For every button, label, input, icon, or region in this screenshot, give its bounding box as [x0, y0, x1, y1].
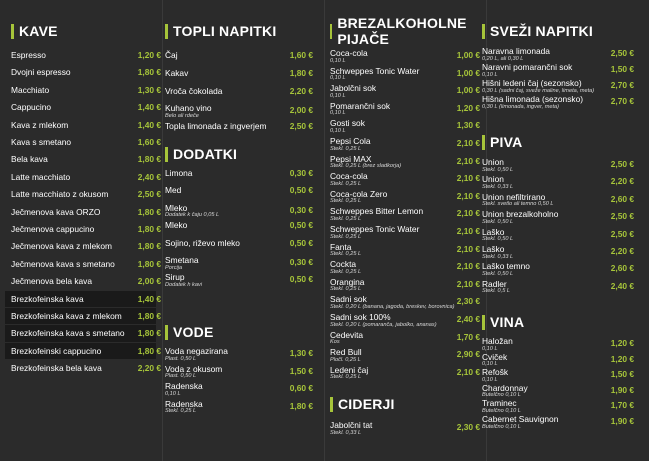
item-price: 1,60 €: [289, 50, 313, 60]
item-note: Stekl. 0,25 L: [330, 145, 362, 152]
item-price: 2,40 €: [610, 280, 634, 291]
menu-item: [330, 242, 480, 260]
item-name: Limona: [165, 168, 193, 178]
item-note: Stekl. 0,5 L: [482, 288, 510, 295]
menu-item: [330, 420, 480, 438]
menu-item: [482, 192, 634, 209]
menu-item: [165, 399, 313, 417]
item-price: 0,30 €: [289, 168, 313, 178]
column-divider: [162, 0, 163, 461]
item-note: Belo ali rdeče: [165, 112, 199, 119]
menu-item: [330, 365, 480, 383]
section-heading-kave: [11, 17, 161, 45]
item-note: 0,10 L: [482, 345, 498, 352]
item-name: Brezkofeinska kava: [11, 293, 84, 304]
item-name: Dvojni espresso: [11, 67, 71, 78]
menu-item: [330, 171, 480, 189]
menu-item: [165, 364, 313, 382]
item-note: Stekl. 0,20 L (banana, jagoda, breskev, borovnica): [330, 303, 455, 310]
item-price: 2,10 €: [456, 173, 480, 184]
menu-item: [482, 244, 634, 261]
item-price: 1,80 €: [137, 224, 161, 234]
heading-accent-bar: [165, 325, 168, 340]
menu-item: [11, 154, 161, 171]
item-name: Cockta: [330, 259, 357, 270]
item-note: 0,10 L: [330, 75, 346, 82]
item-name: Orangina: [330, 276, 365, 287]
item-price: 2,60 €: [610, 193, 634, 204]
item-price: 1,00 €: [456, 85, 480, 96]
item-name: Sojino, riževo mleko: [165, 237, 240, 248]
item-price: 2,50 €: [137, 189, 161, 200]
item-note: 0,30 L (sadni čaj, sveže maline, limeta, meta): [482, 87, 595, 94]
menu-item: [11, 67, 161, 84]
item-name: Red Bull: [330, 347, 362, 358]
item-name: Cappucino: [11, 102, 52, 113]
item-name: Coca-cola Zero: [330, 188, 388, 199]
menu-item: [11, 172, 161, 189]
item-note: Butelčno 0,10 L: [482, 407, 521, 414]
item-price: 2,50 €: [610, 211, 634, 222]
item-note: Dodatek k čaju 0,05 L: [165, 212, 220, 219]
menu-item: [11, 224, 161, 241]
item-price: 1,80 €: [137, 328, 161, 339]
item-name: Laško: [482, 226, 505, 237]
item-price: 1,40 €: [137, 102, 161, 113]
item-price: 1,80 €: [289, 67, 313, 78]
menu-item: [165, 168, 313, 185]
menu-item: [330, 118, 480, 136]
item-note: 0,10 L: [482, 71, 498, 78]
item-note: Stekl. 0,25 L: [330, 374, 362, 381]
item-price: 2,50 €: [610, 228, 634, 239]
menu-item: [11, 102, 161, 119]
section-heading-piva: [482, 128, 634, 156]
item-note: Stekl. 0,25 L: [330, 251, 362, 258]
menu-item: [482, 62, 634, 78]
item-note: Pločl. 0,25 L: [330, 356, 361, 363]
item-price: 1,80 €: [137, 241, 161, 252]
item-note: Porcija: [165, 264, 183, 271]
item-name: Kava z mlekom: [11, 119, 69, 130]
item-price: 0,30 €: [289, 204, 313, 215]
item-price: 1,30 €: [137, 84, 161, 95]
item-name: Radenska: [165, 381, 203, 391]
item-price: 2,00 €: [137, 276, 161, 287]
heading-accent-bar: [165, 147, 168, 162]
item-price: 2,00 €: [289, 105, 313, 116]
item-name: Ječmenova kava ORZO: [11, 206, 101, 217]
item-price: 1,70 €: [456, 331, 480, 342]
menu-item: [165, 121, 313, 139]
menu-item: [11, 85, 161, 102]
item-price: 2,40 €: [456, 314, 480, 324]
item-name: Pepsi Cola: [330, 136, 371, 146]
item-note: Stekl. 0,50 L: [482, 218, 514, 225]
heading-accent-bar: [482, 135, 485, 150]
menu-item: [11, 189, 161, 206]
section-heading-vode: [165, 318, 313, 346]
item-price: 1,00 €: [456, 50, 480, 60]
item-name: Schweppes Bitter Lemon: [330, 206, 424, 217]
item-name: Topla limonada z ingverjem: [165, 121, 267, 132]
menu-item: [165, 381, 313, 399]
item-name: Čaj: [165, 50, 178, 60]
item-name: Refošk: [482, 367, 509, 378]
menu-item: [330, 224, 480, 242]
menu-item: [482, 157, 634, 174]
item-name: Naravna limonada: [482, 46, 550, 56]
heading-accent-bar: [165, 24, 168, 39]
item-price: 2,10 €: [456, 243, 480, 254]
item-name: Sadni sok 100%: [330, 312, 391, 322]
item-name: Mleko: [165, 202, 188, 213]
item-name: Union nefiltrirano: [482, 191, 546, 202]
item-note: Stekl. 0,20 L (pomaranča, jabolko, ananas): [330, 321, 437, 328]
item-note: Stekl. 0,25 L (brez sladkorja): [330, 163, 402, 170]
item-name: Ledeni čaj: [330, 364, 369, 375]
menu-item: [165, 68, 313, 86]
item-price: 2,30 €: [456, 296, 480, 307]
menu-item: [330, 312, 480, 330]
item-price: 1,90 €: [610, 384, 634, 395]
item-name: Macchiato: [11, 84, 50, 95]
item-note: 0,10 L: [330, 57, 346, 64]
menu-item: [165, 238, 313, 255]
item-name: Brezkofeinski cappucino: [11, 345, 102, 356]
item-note: 0,10 L: [330, 127, 346, 134]
menu-item: [482, 209, 634, 226]
item-name: Coca-cola: [330, 171, 368, 182]
item-price: 1,50 €: [610, 369, 634, 380]
item-price: 1,70 €: [610, 400, 634, 411]
item-price: 2,20 €: [610, 246, 634, 256]
menu-item: [11, 137, 161, 154]
item-note: 0,10 L: [482, 361, 498, 368]
item-price: 2,50 €: [289, 121, 313, 132]
menu-item: [165, 50, 313, 68]
menu-item: [165, 272, 313, 289]
item-note: Stekl. 0,50 L: [482, 166, 514, 173]
menu-item: [11, 120, 161, 137]
menu-item: [482, 414, 634, 430]
item-price: 1,80 €: [137, 258, 161, 269]
section-heading-svezi-napitki: [482, 17, 634, 45]
item-note: Butelčno 0,10 L: [482, 392, 521, 399]
item-price: 2,20 €: [289, 85, 313, 96]
item-price: 1,80 €: [137, 206, 161, 217]
item-name: Ječmenova bela kava: [11, 276, 93, 287]
section-heading-dodatki: [165, 140, 313, 168]
item-name: Brezkofeinska kava z mlekom: [11, 311, 122, 321]
item-price: 1,80 €: [137, 345, 161, 356]
menu-item: [165, 203, 313, 220]
heading-accent-bar: [11, 24, 14, 39]
item-note: Stekl. svetlo ali temno 0,50 L: [482, 201, 554, 208]
item-price: 2,70 €: [610, 80, 634, 90]
menu-item: [482, 383, 634, 399]
item-name: Pepsi MAX: [330, 153, 372, 164]
item-name: Voda negazirana: [165, 346, 228, 356]
section-title: SVEŽI NAPITKI: [490, 23, 593, 39]
item-name: Mleko: [165, 220, 188, 231]
item-name: Radenska: [165, 398, 203, 409]
menu-item: [482, 352, 634, 368]
item-price: 2,20 €: [610, 176, 634, 187]
menu-item: [482, 78, 634, 94]
item-price: 1,50 €: [289, 365, 313, 376]
item-name: Latte macchiato: [11, 171, 71, 182]
item-price: 2,10 €: [456, 190, 480, 201]
item-note: 0,20 L, ali 0,30 L: [482, 55, 524, 62]
item-price: 1,80 €: [137, 67, 161, 78]
item-name: Laško temno: [482, 261, 530, 272]
section-title: KAVE: [19, 23, 58, 39]
item-name: Hišni ledeni čaj (sezonsko): [482, 78, 582, 88]
menu-item: [330, 347, 480, 365]
item-name: Union brezalkoholno: [482, 209, 559, 220]
item-note: Stekl. 0,25 L: [330, 286, 362, 293]
item-note: Stekl. 0,25 L: [330, 233, 362, 240]
item-price: 0,30 €: [289, 257, 313, 267]
item-price: 1,30 €: [456, 120, 480, 131]
item-price: 2,10 €: [456, 261, 480, 272]
item-name: Voda z okusom: [165, 363, 223, 374]
menu-item: [330, 66, 480, 84]
item-price: 2,10 €: [456, 278, 480, 289]
section-heading-vina: [482, 308, 634, 336]
menu-item: [330, 259, 480, 277]
item-name: Kuhano vino: [165, 103, 212, 114]
item-note: Stekl. 0,50 L: [482, 270, 514, 277]
item-note: Stekl. 0,25 L: [165, 408, 197, 414]
heading-accent-bar: [482, 315, 485, 330]
item-note: 0,10 L: [330, 110, 346, 117]
item-note: Stekl. 0,33 L: [330, 429, 362, 436]
item-price: 0,50 €: [289, 274, 313, 285]
item-price: 2,30 €: [456, 422, 480, 432]
item-price: 2,50 €: [610, 48, 634, 58]
item-price: 2,10 €: [456, 208, 480, 219]
menu-item: [330, 154, 480, 172]
item-price: 2,10 €: [456, 226, 480, 236]
item-name: Radler: [482, 278, 507, 289]
item-price: 1,80 €: [137, 311, 161, 321]
menu-item: [330, 330, 480, 348]
section-title: CIDERJI: [338, 396, 395, 412]
item-name: Sadni sok: [330, 294, 367, 305]
item-price: 1,00 €: [456, 67, 480, 78]
item-name: Bela kava: [11, 154, 48, 165]
menu-item: [165, 185, 313, 202]
item-name: Union: [482, 157, 504, 167]
item-name: Laško: [482, 244, 505, 254]
item-price: 2,90 €: [456, 349, 480, 360]
menu-item: [330, 206, 480, 224]
item-note: Butelčno 0,10 L: [482, 423, 521, 430]
item-price: 0,60 €: [289, 383, 313, 393]
heading-accent-bar: [330, 24, 332, 39]
menu-item: [482, 398, 634, 414]
menu-item: [482, 174, 634, 191]
item-price: 2,10 €: [456, 138, 480, 148]
item-note: 0,10 L: [482, 376, 498, 383]
item-price: 0,50 €: [289, 220, 313, 231]
menu-item: [482, 94, 634, 110]
item-name: Smetana: [165, 255, 199, 265]
item-price: 2,60 €: [610, 263, 634, 274]
item-price: 1,80 €: [289, 400, 313, 411]
section-title: TOPLI NAPITKI: [173, 23, 277, 39]
section-heading-ciderji: [330, 390, 480, 418]
item-note: 0,10 L: [330, 92, 346, 99]
item-name: Schweppes Tonic Water: [330, 65, 420, 76]
item-price: 1,80 €: [137, 154, 161, 165]
item-note: 0,10 L: [165, 390, 181, 397]
item-name: Brezkofeinska kava s smetano: [11, 328, 125, 339]
menu-item: [482, 261, 634, 278]
item-price: 1,20 €: [137, 50, 161, 60]
menu-item: [330, 48, 480, 66]
item-note: Plast. 0,50 L: [165, 355, 197, 362]
item-name: Cabernet Sauvignon: [482, 414, 559, 424]
menu-item: [11, 207, 161, 224]
section-title: VODE: [173, 324, 214, 340]
item-name: Kakav: [165, 67, 189, 78]
item-price: 0,50 €: [289, 185, 313, 196]
menu-item: [482, 367, 634, 383]
item-name: Naravni pomarančni sok: [482, 62, 573, 72]
menu-item: [11, 259, 161, 276]
menu-item: [482, 46, 634, 62]
menu-item: [482, 336, 634, 352]
section-title: VINA: [490, 314, 525, 330]
menu-item: [330, 294, 480, 312]
item-name: Coca-cola: [330, 48, 368, 58]
item-note: Stekl. 0,33 L: [482, 183, 514, 190]
item-name: Traminec: [482, 398, 517, 409]
menu-item: [330, 277, 480, 295]
menu-item: [11, 346, 161, 363]
item-note: Stekl. 0,50 L: [482, 236, 514, 243]
menu-item: [11, 241, 161, 258]
item-name: Cviček: [482, 351, 508, 362]
menu-item: [165, 86, 313, 104]
column-divider: [324, 0, 325, 461]
item-name: Hišna limonada (sezonsko): [482, 94, 584, 104]
item-price: 1,20 €: [610, 353, 634, 364]
item-name: Kava s smetano: [11, 137, 72, 147]
menu-item: [165, 346, 313, 364]
menu-item: [330, 136, 480, 154]
item-name: Sirup: [165, 272, 185, 283]
item-note: Dodatek h kavi: [165, 281, 203, 288]
item-name: Brezkofeinska bela kava: [11, 363, 102, 374]
menu-item: [11, 50, 161, 67]
item-price: 1,40 €: [137, 293, 161, 304]
item-price: 2,10 €: [456, 155, 480, 166]
section-title: PIVA: [490, 134, 523, 150]
menu-item: [11, 363, 161, 380]
item-price: 0,50 €: [289, 237, 313, 248]
item-name: Union: [482, 174, 504, 185]
section-title: DODATKI: [173, 146, 238, 162]
menu-item: [330, 189, 480, 207]
item-price: 2,50 €: [610, 159, 634, 169]
item-price: 1,50 €: [610, 64, 634, 74]
item-name: Pomarančni sok: [330, 100, 391, 111]
menu-item: [165, 103, 313, 121]
item-note: Stekl. 0,25 L: [330, 268, 362, 275]
item-name: Med: [165, 185, 182, 196]
item-name: Gosti sok: [330, 118, 365, 129]
item-note: Kos: [330, 339, 340, 346]
item-name: Espresso: [11, 50, 46, 60]
item-name: Fanta: [330, 241, 352, 252]
item-name: Chardonnay: [482, 382, 528, 393]
item-name: Ječmenova kava z mlekom: [11, 241, 113, 252]
menu-item: [482, 279, 634, 296]
item-note: Stekl. 0,25 L: [330, 198, 362, 205]
item-name: Vroča čokolada: [165, 85, 223, 96]
section-title: BREZALKOHOLNE PIJAČE: [337, 15, 467, 47]
menu-item: [330, 101, 480, 119]
item-name: Cedevita: [330, 329, 364, 340]
item-price: 1,60 €: [137, 137, 161, 147]
heading-accent-bar: [330, 397, 333, 412]
item-name: Latte macchiato z okusom: [11, 189, 109, 200]
item-price: 1,20 €: [456, 102, 480, 113]
item-price: 2,20 €: [137, 363, 161, 374]
item-name: Jabolčni tat: [330, 420, 373, 430]
section-heading-topli-napitki: [165, 17, 313, 45]
item-price: 1,40 €: [137, 119, 161, 130]
menu-item: [165, 220, 313, 237]
item-name: Schweppes Tonic Water: [330, 224, 420, 234]
menu-item: [482, 227, 634, 244]
item-price: 2,10 €: [456, 366, 480, 377]
item-price: 2,70 €: [610, 96, 634, 106]
section-heading-brezalkoholne-pijace: [330, 17, 480, 45]
item-price: 2,40 €: [137, 171, 161, 182]
item-note: Stekl. 0,25 L: [330, 180, 362, 187]
item-note: Plast. 0,50 L: [165, 373, 197, 379]
item-name: Haložan: [482, 336, 513, 346]
item-name: Jabolčni sok: [330, 83, 377, 94]
item-name: Ječmenova cappucino: [11, 224, 95, 234]
item-note: Stekl. 0,25 L: [330, 215, 362, 222]
item-price: 1,30 €: [289, 348, 313, 358]
item-name: Ječmenova kava s smetano: [11, 258, 115, 269]
item-note: Stekl. 0,33 L: [482, 253, 514, 260]
menu-item: [330, 83, 480, 101]
heading-accent-bar: [482, 24, 485, 39]
item-note: 0,30 L (limonada, ingver, meta): [482, 103, 560, 110]
item-price: 1,20 €: [610, 338, 634, 348]
menu-item: [165, 255, 313, 272]
item-price: 1,90 €: [610, 416, 634, 426]
